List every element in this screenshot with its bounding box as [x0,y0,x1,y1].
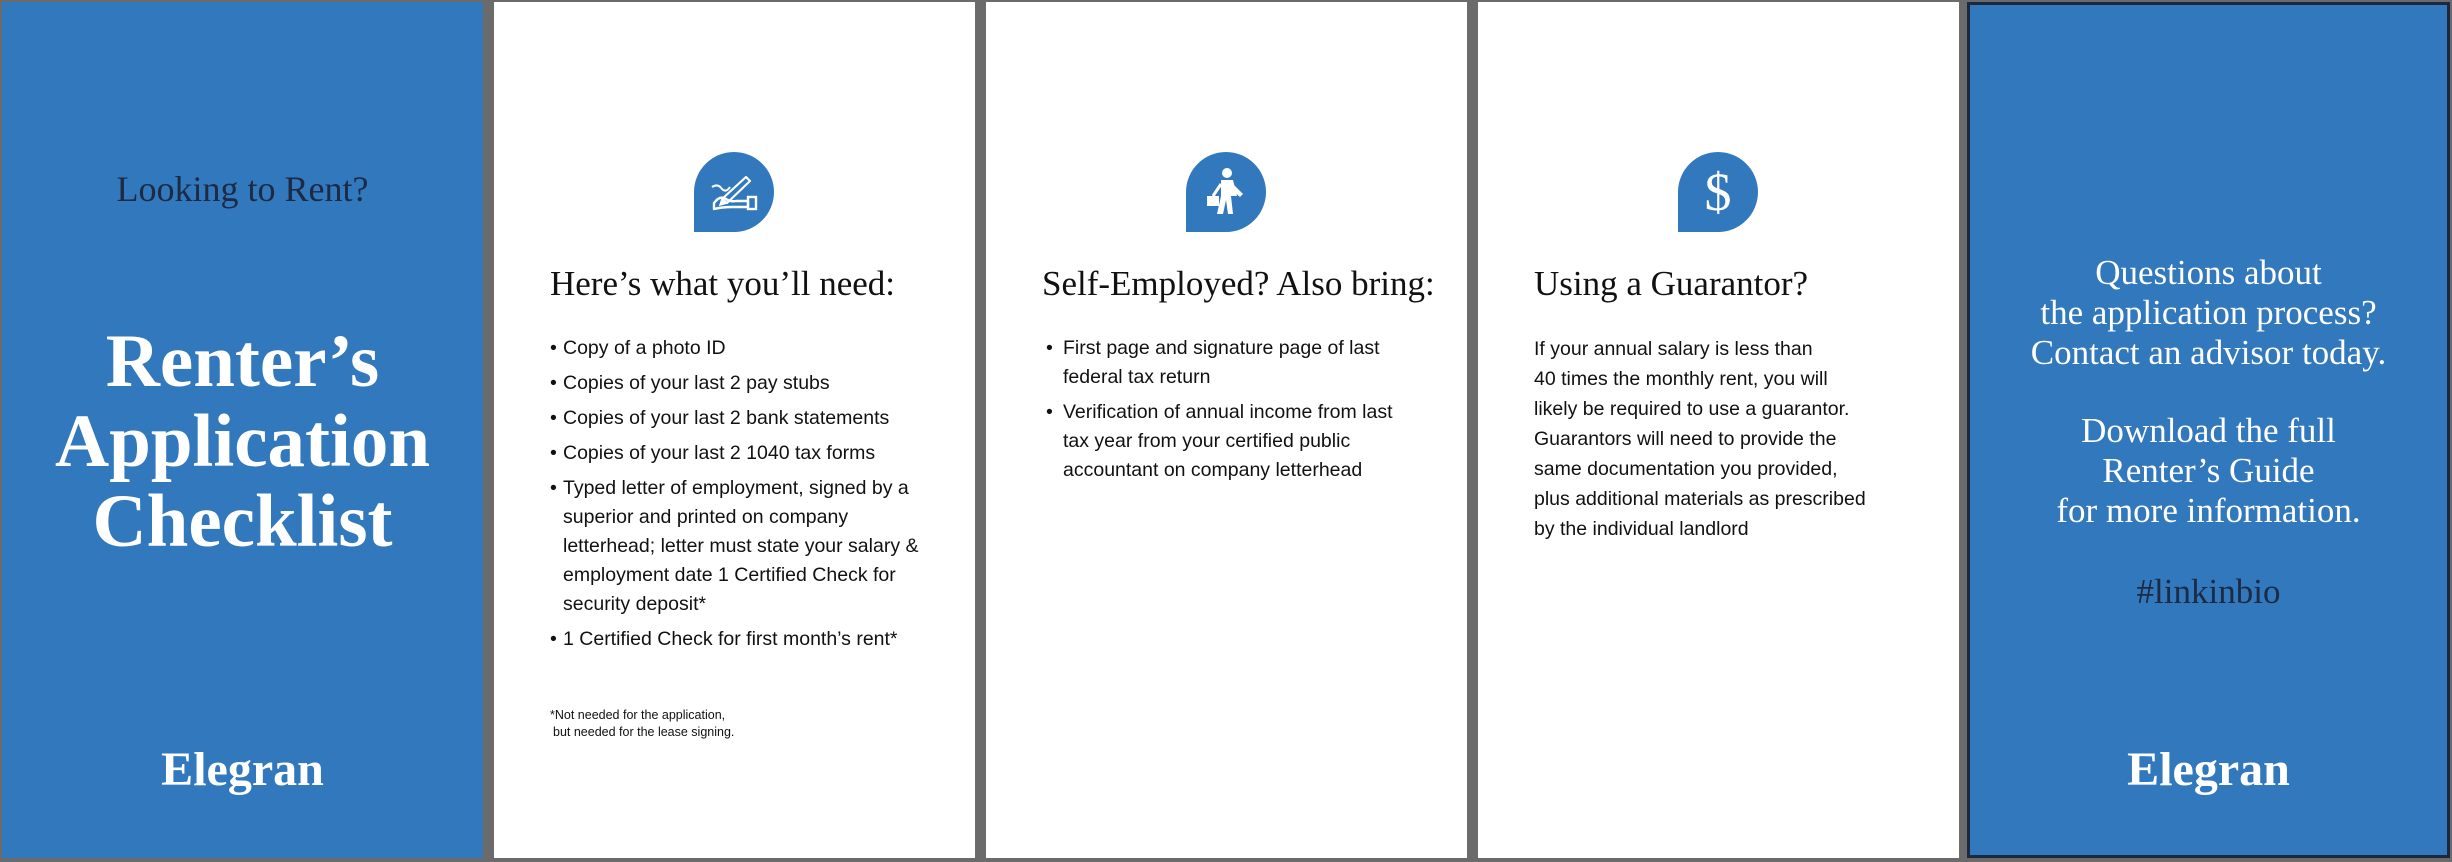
paragraph-line: likely be required to use a guarantor. [1534,398,1850,420]
list-item: • Typed letter of employment, signed by a superior and printed on company letterhead; letter must state your salary & employment date 1 Certified Check for security deposit* [550,474,933,619]
paragraph-line: by the individual landlord [1534,518,1749,540]
list-item: • Copy of a photo ID [550,334,950,363]
footnote-line: but needed for the lease signing. [553,725,735,739]
list-item: • First page and signature page of last federal tax return [1046,334,1423,392]
cover-eyebrow: Looking to Rent? [116,169,369,209]
list-item: • Copies of your last 2 pay stubs [550,369,950,398]
cover-title-line: Checklist [92,480,393,563]
dollar-sign-icon [1678,152,1758,232]
self-employed-list [1046,334,1446,491]
list-item: • Verification of annual income from last tax year from your certified public accountant on company letterhead [1046,398,1423,485]
walking-businessman-icon [1186,152,1266,232]
download-line: Download the full [2081,411,2336,450]
contact-message [1970,253,2447,531]
elegran-logo: Elegran [161,743,324,796]
self-employed-heading: Self-Employed? Also bring: [1042,264,1435,303]
paragraph-line: 40 times the monthly rent, you will [1534,368,1828,390]
hashtag: #linkinbio [2136,572,2281,611]
elegran-logo: Elegran [2127,743,2290,796]
paragraph-line: If your annual salary is less than [1534,338,1813,360]
spacer [1970,373,2447,411]
contact-panel [1967,2,2450,858]
paragraph-line: plus additional materials as prescribed [1534,488,1866,510]
list-item: • Copies of your last 2 bank statements [550,404,950,433]
footnote [550,707,850,741]
download-line: for more information. [2056,491,2361,530]
svg-text:$: $ [1704,164,1732,220]
list-item: • Copies of your last 2 1040 tax forms [550,439,950,468]
needs-panel [494,2,975,858]
guarantor-panel [1478,2,1959,858]
cover-title [2,322,483,562]
footnote-line: *Not needed for the application, [550,708,726,722]
question-line: Contact an advisor today. [2030,333,2387,372]
paragraph-line: Guarantors will need to provide the [1534,428,1837,450]
download-line: Renter’s Guide [2102,451,2315,490]
self-employed-panel [986,2,1467,858]
guarantor-paragraph [1534,334,1934,544]
guarantor-heading: Using a Guarantor? [1534,264,1809,303]
cover-panel [2,2,483,858]
needs-heading: Here’s what you’ll need: [550,264,896,303]
signing-pen-icon [694,152,774,232]
list-item: • 1 Certified Check for first month’s rent* [550,625,950,654]
question-line: Questions about [2095,253,2322,292]
cover-title-line: Application [54,400,431,483]
paragraph-line: same documentation you provided, [1534,458,1838,480]
question-line: the application process? [2040,293,2377,332]
cover-title-line: Renter’s [105,320,380,403]
needs-list [550,334,950,660]
